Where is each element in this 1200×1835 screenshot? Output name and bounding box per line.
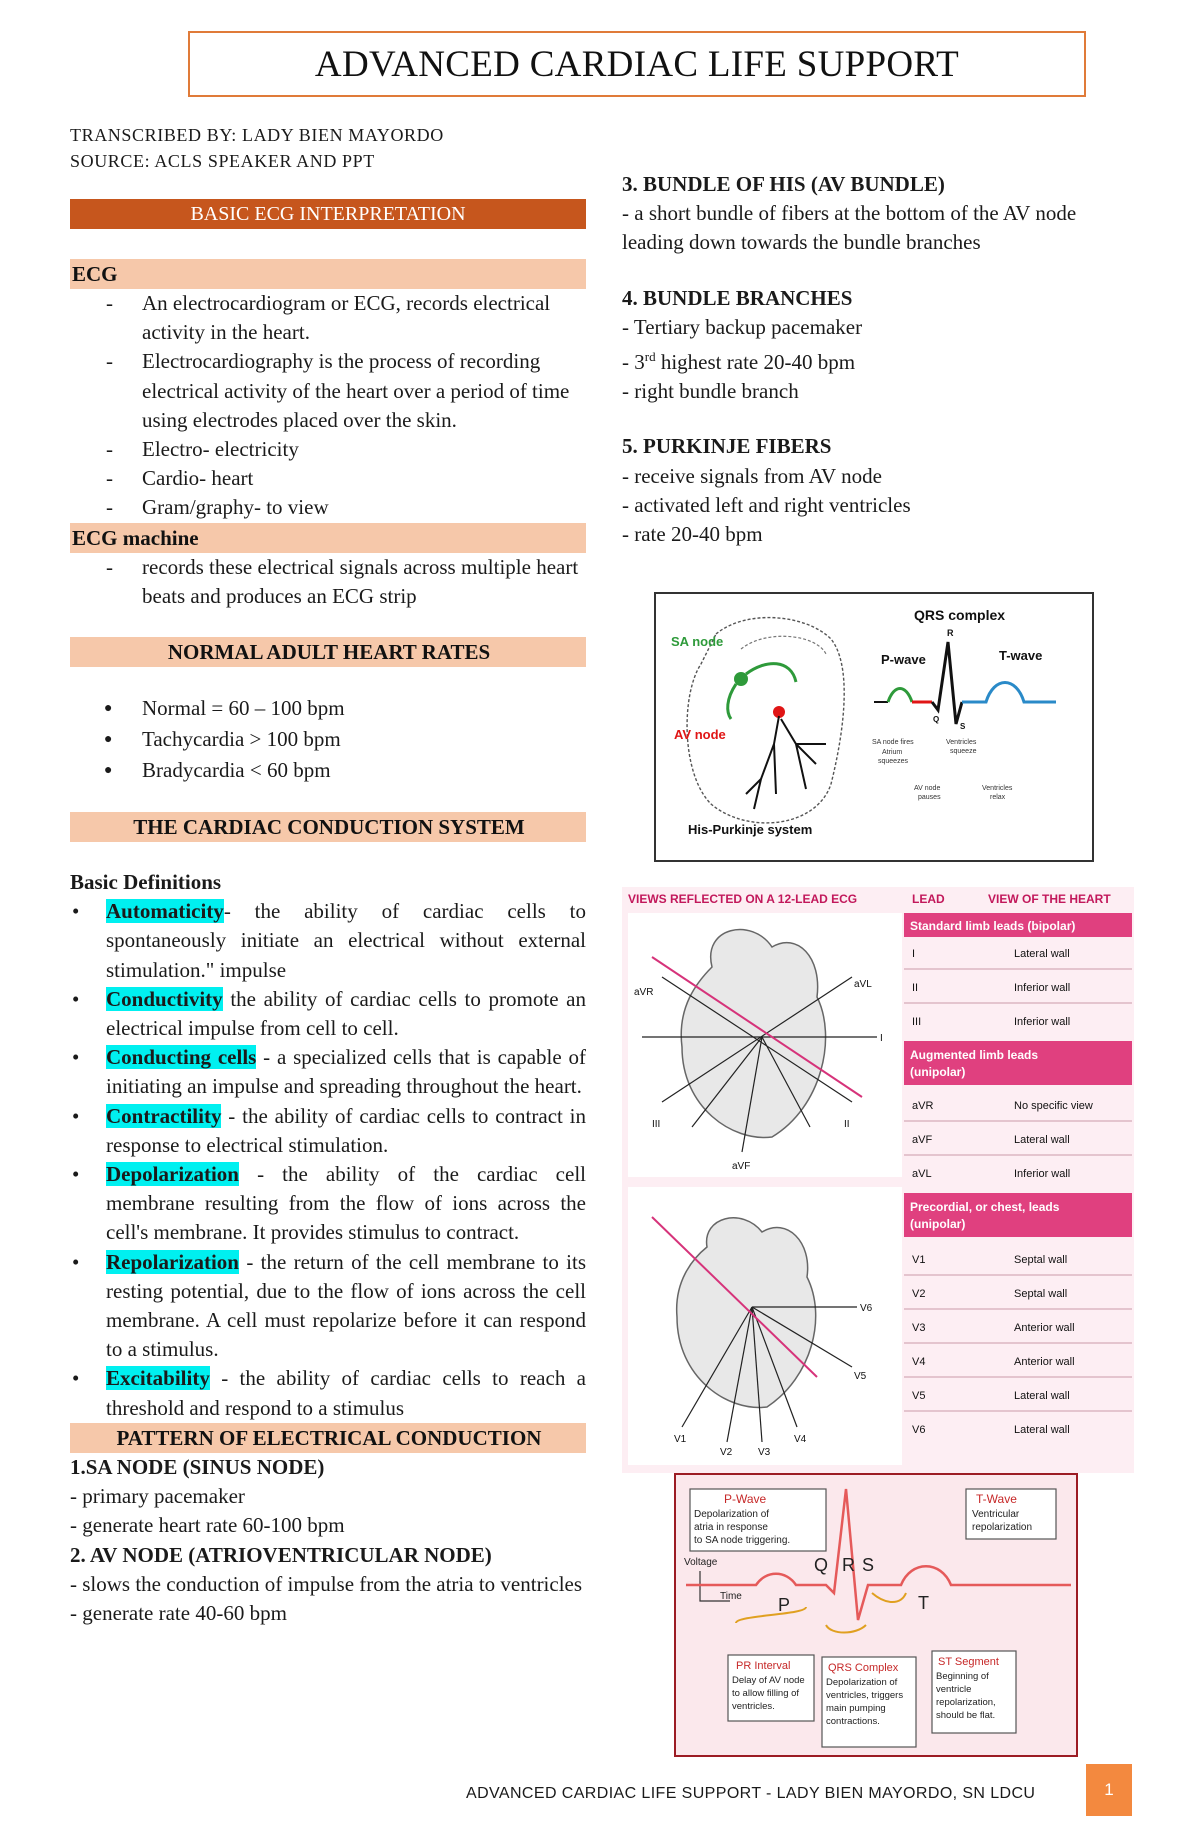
view-cell: Anterior wall	[1014, 1356, 1075, 1368]
lead-header: LEAD	[912, 892, 945, 906]
conduction-system-figure	[654, 592, 1094, 862]
t-wave-label: T-wave	[999, 648, 1043, 663]
list-item: - Gram/graphy- to view	[70, 493, 586, 522]
st-line1: Beginning of	[936, 1671, 989, 1682]
st-line4: should be flat.	[936, 1710, 996, 1721]
conduction-svg	[656, 594, 1092, 860]
lead-cell: aVL	[912, 1168, 932, 1180]
group3-rows	[904, 1254, 1132, 1436]
definition-item	[70, 1364, 586, 1422]
superscript: rd	[644, 349, 656, 365]
view-cell: Anterior wall	[1014, 1322, 1075, 1334]
squeeze-label: squeeze	[950, 748, 977, 755]
t-wave-curve	[962, 683, 1056, 703]
pwave-line2: atria in response	[694, 1522, 768, 1533]
pwave-title: P-Wave	[724, 1492, 767, 1506]
av-item: - slows the conduction of impulse from the atria to ventricles	[70, 1571, 583, 1596]
sa-item: - primary pacemaker	[70, 1484, 245, 1509]
twelve-lead-figure	[622, 887, 1134, 1473]
lead-cell: V2	[912, 1288, 926, 1300]
definition-text: - the ability of the cardiac cell membrane resulting from the flow of ions across the cell's membrane. It provides stimulus to contract.	[106, 1162, 586, 1245]
definition-text: - the return of the cell membrane to its resting potential, due to the flow of ions across the cell membrane. A cell must repolarize before it can respond to a stimulus.	[106, 1249, 586, 1362]
list-item: - Cardio- heart	[70, 464, 586, 493]
voltage-label: Voltage	[684, 1557, 718, 1568]
ecg-waveform-figure	[674, 1473, 1078, 1757]
qrs-line4: contractions.	[826, 1716, 880, 1727]
lead-cell: V5	[912, 1390, 926, 1402]
definition-text: the ability of cardiac cells to promote an electrical impulse from cell to cell.	[106, 986, 586, 1041]
definition-item	[70, 1160, 586, 1248]
definition-term: Contractility	[106, 1103, 222, 1128]
purkinje-tree	[746, 716, 826, 809]
qrs-bracket	[826, 1625, 866, 1633]
heart-rates-list	[70, 693, 586, 786]
pr-line3: ventricles.	[732, 1701, 775, 1712]
document-meta	[70, 122, 444, 174]
v2-label: V2	[720, 1447, 733, 1458]
qrs-line3: main pumping	[826, 1703, 886, 1714]
av-node-label: AV node	[674, 727, 726, 742]
s-label: S	[960, 722, 966, 731]
definition-item	[70, 1248, 586, 1365]
st-line2: ventricle	[936, 1684, 972, 1695]
twelve-lead-svg	[622, 887, 1134, 1473]
view-cell: Inferior wall	[1014, 1168, 1071, 1180]
ecg-machine-list	[70, 553, 586, 611]
definitions-list	[70, 897, 586, 1423]
sa-item: - generate heart rate 60-100 bpm	[70, 1513, 345, 1538]
r-label: R	[842, 1555, 855, 1575]
view-cell: Inferior wall	[1014, 982, 1071, 994]
pwave-line1: Depolarization of	[694, 1509, 770, 1520]
ii-axis-label: II	[844, 1119, 850, 1130]
left-column	[70, 199, 586, 1628]
qrs-complex-label: QRS complex	[914, 607, 1006, 623]
lead-cell: II	[912, 982, 919, 994]
group2-label-b: (unipolar)	[910, 1065, 966, 1079]
ecg-heading: ECG	[70, 259, 586, 289]
definition-text: - the ability of cardiac cells to spontaneously initiate an electrical without external stimulation." impulse	[106, 899, 586, 982]
list-item: ● Tachycardia > 100 bpm	[70, 724, 586, 755]
definition-text: - the ability of cardiac cells to contract in response to electrical stimulation.	[106, 1103, 586, 1157]
view-header: VIEW OF THE HEART	[988, 892, 1111, 906]
v1-label: V1	[674, 1434, 687, 1445]
bundle-branches-heading: 4. BUNDLE BRANCHES	[622, 285, 853, 310]
list-item: - Electro- electricity	[70, 435, 586, 464]
atrial-pathway-2	[728, 684, 736, 719]
bb-item	[622, 342, 1142, 377]
list-item: ● Normal = 60 – 100 bpm	[70, 693, 586, 724]
sa-node-label: SA node	[671, 634, 724, 649]
lead-cell: III	[912, 1016, 922, 1028]
group2-rows	[904, 1100, 1132, 1180]
footer-text: ADVANCED CARDIAC LIFE SUPPORT - LADY BIEN MAYORDO, SN LDCU	[466, 1785, 1036, 1802]
list-item: ● Bradycardia < 60 bpm	[70, 755, 586, 786]
view-cell: No specific view	[1014, 1100, 1093, 1112]
squeezes-label: squeezes	[878, 758, 908, 765]
view-cell: Lateral wall	[1014, 1424, 1070, 1436]
pk-item: - activated left and right ventricles	[622, 492, 911, 517]
qrs-title: QRS Complex	[828, 1662, 899, 1674]
t-label: T	[918, 1593, 929, 1613]
p-label: P	[778, 1595, 791, 1615]
definition-item	[70, 897, 586, 985]
ventricles-label: Ventricles	[946, 739, 977, 746]
av-pauses-label-1: AV node	[914, 785, 941, 792]
bb-item: - Tertiary backup pacemaker	[622, 314, 863, 339]
conduction-heading: THE CARDIAC CONDUCTION SYSTEM	[70, 812, 586, 842]
heart-atrium-outline	[741, 636, 826, 654]
twave-line2: repolarization	[972, 1522, 1033, 1533]
definition-item	[70, 985, 586, 1043]
page-number: 1	[1086, 1764, 1132, 1816]
p-wave-label: P-wave	[881, 652, 926, 667]
atrium-label: Atrium	[882, 749, 903, 756]
view-cell: Lateral wall	[1014, 1390, 1070, 1402]
qrs-line2: ventricles, triggers	[826, 1690, 904, 1701]
ecg-machine-heading: ECG machine	[70, 523, 586, 553]
definition-item	[70, 1043, 586, 1101]
pr-bracket	[736, 1607, 806, 1623]
source-line: SOURCE: ACLS SPEAKER AND PPT	[70, 151, 375, 171]
pattern-heading: PATTERN OF ELECTRICAL CONDUCTION	[70, 1423, 586, 1453]
pk-item: - rate 20-40 bpm	[622, 522, 763, 547]
bundle-of-his-heading: 3. BUNDLE OF HIS (AV BUNDLE)	[622, 172, 945, 196]
sa-node-marker	[734, 672, 748, 686]
basic-ecg-heading: BASIC ECG INTERPRETATION	[70, 199, 586, 229]
qrs-curve	[932, 642, 962, 724]
av-pauses-label-2: pauses	[918, 794, 941, 801]
definition-text: - the ability of cardiac cells to reach a threshold and respond to a stimulus	[106, 1366, 586, 1420]
list-item: - An electrocardiogram or ECG, records electrical activity in the heart.	[70, 289, 586, 347]
view-cell: Septal wall	[1014, 1254, 1068, 1266]
group3-label-a: Precordial, or chest, leads	[910, 1200, 1060, 1214]
list-item: - records these electrical signals across multiple heart beats and produces an ECG strip	[70, 553, 586, 611]
s-label: S	[862, 1555, 875, 1575]
lead-cell: I	[912, 948, 916, 960]
v6-label: V6	[860, 1303, 873, 1314]
atrial-pathway	[746, 664, 796, 682]
pr-line2: to allow filling of	[732, 1688, 800, 1699]
av-node-heading: 2. AV NODE (ATRIOVENTRICULAR NODE)	[70, 1542, 492, 1567]
view-cell: Lateral wall	[1014, 1134, 1070, 1146]
r-label: R	[947, 628, 954, 638]
right-column	[622, 170, 1142, 549]
v5-label: V5	[854, 1371, 867, 1382]
av-item: - generate rate 40-60 bpm	[70, 1600, 287, 1625]
lead-cell: V6	[912, 1424, 926, 1436]
his-purkinje-label: His-Purkinje system	[688, 822, 813, 837]
list-item: - Electrocardiography is the process of recording electrical activity of the heart over a period of time using electrodes placed over the skin.	[70, 347, 586, 435]
heart-rates-heading: NORMAL ADULT HEART RATES	[70, 637, 586, 667]
view-cell: Lateral wall	[1014, 948, 1070, 960]
ecg-waveform-svg	[676, 1475, 1076, 1755]
pr-line1: Delay of AV node	[732, 1675, 805, 1686]
purkinje-heading: 5. PURKINJE FIBERS	[622, 434, 832, 459]
avr-axis-label: aVR	[634, 987, 654, 998]
view-cell: Septal wall	[1014, 1288, 1068, 1300]
definition-item	[70, 1102, 586, 1160]
pwave-line3: to SA node triggering.	[694, 1535, 791, 1546]
st-line3: repolarization,	[936, 1697, 996, 1708]
basic-definitions-label: Basic Definitions	[70, 870, 222, 895]
lead-cell: V4	[912, 1356, 926, 1368]
transcribed-by: TRANSCRIBED BY: LADY BIEN MAYORDO	[70, 125, 444, 145]
relax-label-1: Ventricles	[982, 785, 1013, 792]
bb-item-part: highest rate 20-40 bpm	[655, 350, 856, 375]
group1-label: Standard limb leads (bipolar)	[910, 919, 1076, 933]
group3-label-b: (unipolar)	[910, 1217, 966, 1231]
pr-title: PR Interval	[736, 1660, 791, 1672]
twave-title: T-Wave	[976, 1492, 1017, 1506]
st-bracket	[872, 1593, 906, 1602]
avl-axis-label: aVL	[854, 979, 872, 990]
relax-label-2: relax	[990, 794, 1006, 801]
lead-cell: V3	[912, 1322, 926, 1334]
definition-term: Depolarization	[106, 1162, 239, 1187]
group1-rows	[904, 948, 1132, 1028]
v3-label: V3	[758, 1447, 771, 1458]
view-cell: Inferior wall	[1014, 1016, 1071, 1028]
definition-term: Automaticity	[106, 899, 224, 924]
twave-line1: Ventricular	[972, 1509, 1020, 1520]
sa-fires-label: SA node fires	[872, 739, 914, 746]
document-title: ADVANCED CARDIAC LIFE SUPPORT	[188, 31, 1086, 97]
bb-item-part: - 3	[622, 350, 645, 375]
bundle-of-his-text: - a short bundle of fibers at the bottom of the AV node leading down towards the bundle branches	[622, 201, 1077, 255]
lead-cell: aVR	[912, 1100, 934, 1112]
definition-term: Repolarization	[106, 1249, 239, 1274]
time-label: Time	[720, 1591, 742, 1602]
q-label: Q	[814, 1555, 829, 1575]
iii-axis-label: III	[652, 1119, 661, 1130]
pk-item: - receive signals from AV node	[622, 463, 882, 488]
st-title: ST Segment	[938, 1656, 999, 1668]
v4-label: V4	[794, 1434, 807, 1445]
qrs-line1: Depolarization of	[826, 1677, 898, 1688]
bb-item: - right bundle branch	[622, 379, 799, 404]
group2-label-a: Augmented limb leads	[910, 1048, 1039, 1062]
i-axis-label: I	[880, 1033, 883, 1044]
p-wave-curve	[888, 689, 912, 703]
views-header: VIEWS REFLECTED ON A 12-LEAD ECG	[628, 892, 858, 906]
avf-axis-label: aVF	[732, 1161, 751, 1172]
definition-term: Excitability	[106, 1366, 210, 1391]
definition-term: Conducting cells	[106, 1045, 257, 1070]
lead-cell: aVF	[912, 1134, 933, 1146]
definition-term: Conductivity	[106, 986, 223, 1011]
lead-cell: V1	[912, 1254, 926, 1266]
q-label: Q	[933, 715, 940, 724]
ecg-list	[70, 289, 586, 523]
sa-node-heading: 1.SA NODE (SINUS NODE)	[70, 1454, 325, 1479]
definition-text: - a specialized cells that is capable of initiating an impulse and spreading throughout the heart.	[106, 1045, 586, 1099]
